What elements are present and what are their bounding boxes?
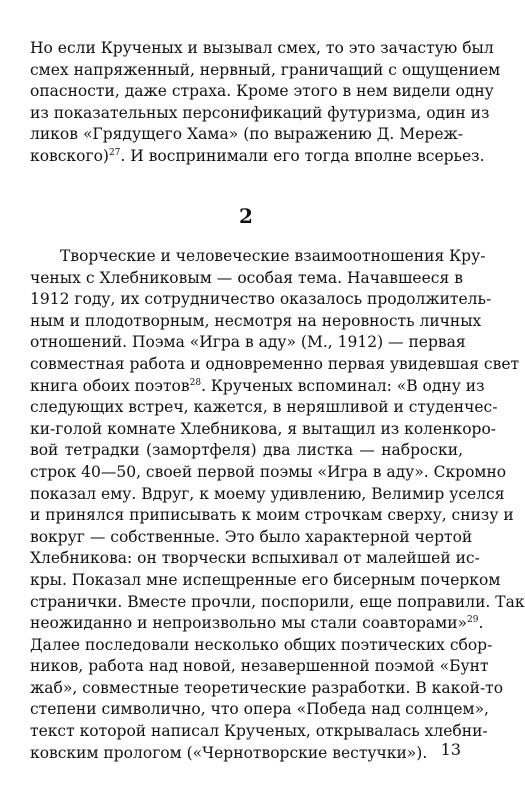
paragraph-line: ченых с Хлебниковым — особая тема. Начавшееся в: [30, 268, 463, 287]
paragraph-line: странички. Вместе прочли, поспорили, еще поправили. Так: [30, 592, 525, 611]
paragraph-line: кры. Показал мне испещренные его бисерным почерком: [30, 570, 501, 589]
paragraph-line: показал ему. Вдруг, к моему удивлению, Велимир уселся: [30, 484, 505, 503]
paragraph-line: ным и плодотворным, несмотря на неровность личных: [30, 311, 482, 330]
paragraph-line: [30, 146, 485, 168]
section-number: 2: [239, 204, 254, 228]
paragraph-1: [30, 38, 501, 168]
paragraph-line: степени символично, что опера «Победа над солнцем»,: [30, 700, 489, 719]
line-text: . И воспринимали его тогда вполне всерьез.: [120, 146, 485, 165]
paragraph-line: [30, 376, 485, 398]
line-text: . Крученых вспоминал: «В одну из: [201, 376, 485, 395]
footnote-ref-29[interactable]: 29: [467, 615, 479, 626]
paragraph-line: 1912 году, их сотрудничество оказалось продолжитель-: [30, 290, 492, 309]
paragraph-line: ников, работа над новой, незавершенной поэмой «Бунт: [30, 657, 489, 676]
paragraph-line: текст которой написал Крученых, открывалась хлебни-: [30, 722, 488, 741]
paragraph-line: Хлебникова: он творчески вспыхивал от малейшей ис-: [30, 549, 480, 568]
paragraph-line: Далее последовали несколько общих поэтических сбор-: [30, 635, 493, 654]
paragraph-line: опасности, даже страха. Кроме этого в нем видели одну: [30, 82, 494, 101]
paragraph-line: следующих встреч, кажется, в неряшливой и студенчес-: [30, 398, 498, 417]
footnote-ref-27[interactable]: 27: [108, 147, 121, 158]
footnote-ref-28[interactable]: 28: [189, 377, 202, 388]
paragraph-line: жаб», совместные теоретические разработки. В какой-то: [30, 678, 504, 697]
paragraph-line: Но если Крученых и вызывал смех, то это зачастую был: [30, 39, 494, 57]
paragraph-line: ликов «Грядущего Хама» (по выражению Д. Мереж-: [30, 125, 463, 144]
paragraph-line: отношений. Поэма «Игра в аду» (М., 1912) — первая: [30, 333, 466, 352]
paragraph-line: смех напряженный, нервный, граничащий с ощущением: [30, 60, 501, 79]
line-text: книга обоих поэтов: [30, 376, 190, 395]
paragraph-line: ковским прологом («Чернотворские вестучки»).: [30, 743, 428, 762]
paragraph-line: вой тетрадки (замортфеля) два листка — наброски,: [30, 441, 463, 460]
line-text: .: [478, 614, 484, 633]
paragraph-2: [30, 246, 525, 764]
paragraph-line: строк 40—50, своей первой поэмы «Игра в аду». Скромно: [30, 462, 507, 481]
paragraph-line: и принялся приписывать к моим строчкам сверху, снизу и: [30, 506, 514, 525]
line-text: ковского): [30, 146, 109, 165]
paragraph-line: вокруг — собственные. Это было характерной чертой: [30, 527, 473, 546]
paragraph-line: совместная работа и одновременно первая увидевшая свет: [30, 354, 520, 373]
paragraph-line: ки-голой комнате Хлебникова, я вытащил из коленкоро-: [30, 419, 497, 438]
page-number: 13: [440, 740, 461, 759]
paragraph-line: [30, 613, 484, 635]
line-text: неожиданно и непроизвольно мы стали соавторами»: [30, 614, 468, 633]
paragraph-line: Творческие и человеческие взаимоотношения Кру-: [60, 247, 486, 265]
paragraph-line: из показательных персонификаций футуризма, один из: [30, 103, 490, 122]
